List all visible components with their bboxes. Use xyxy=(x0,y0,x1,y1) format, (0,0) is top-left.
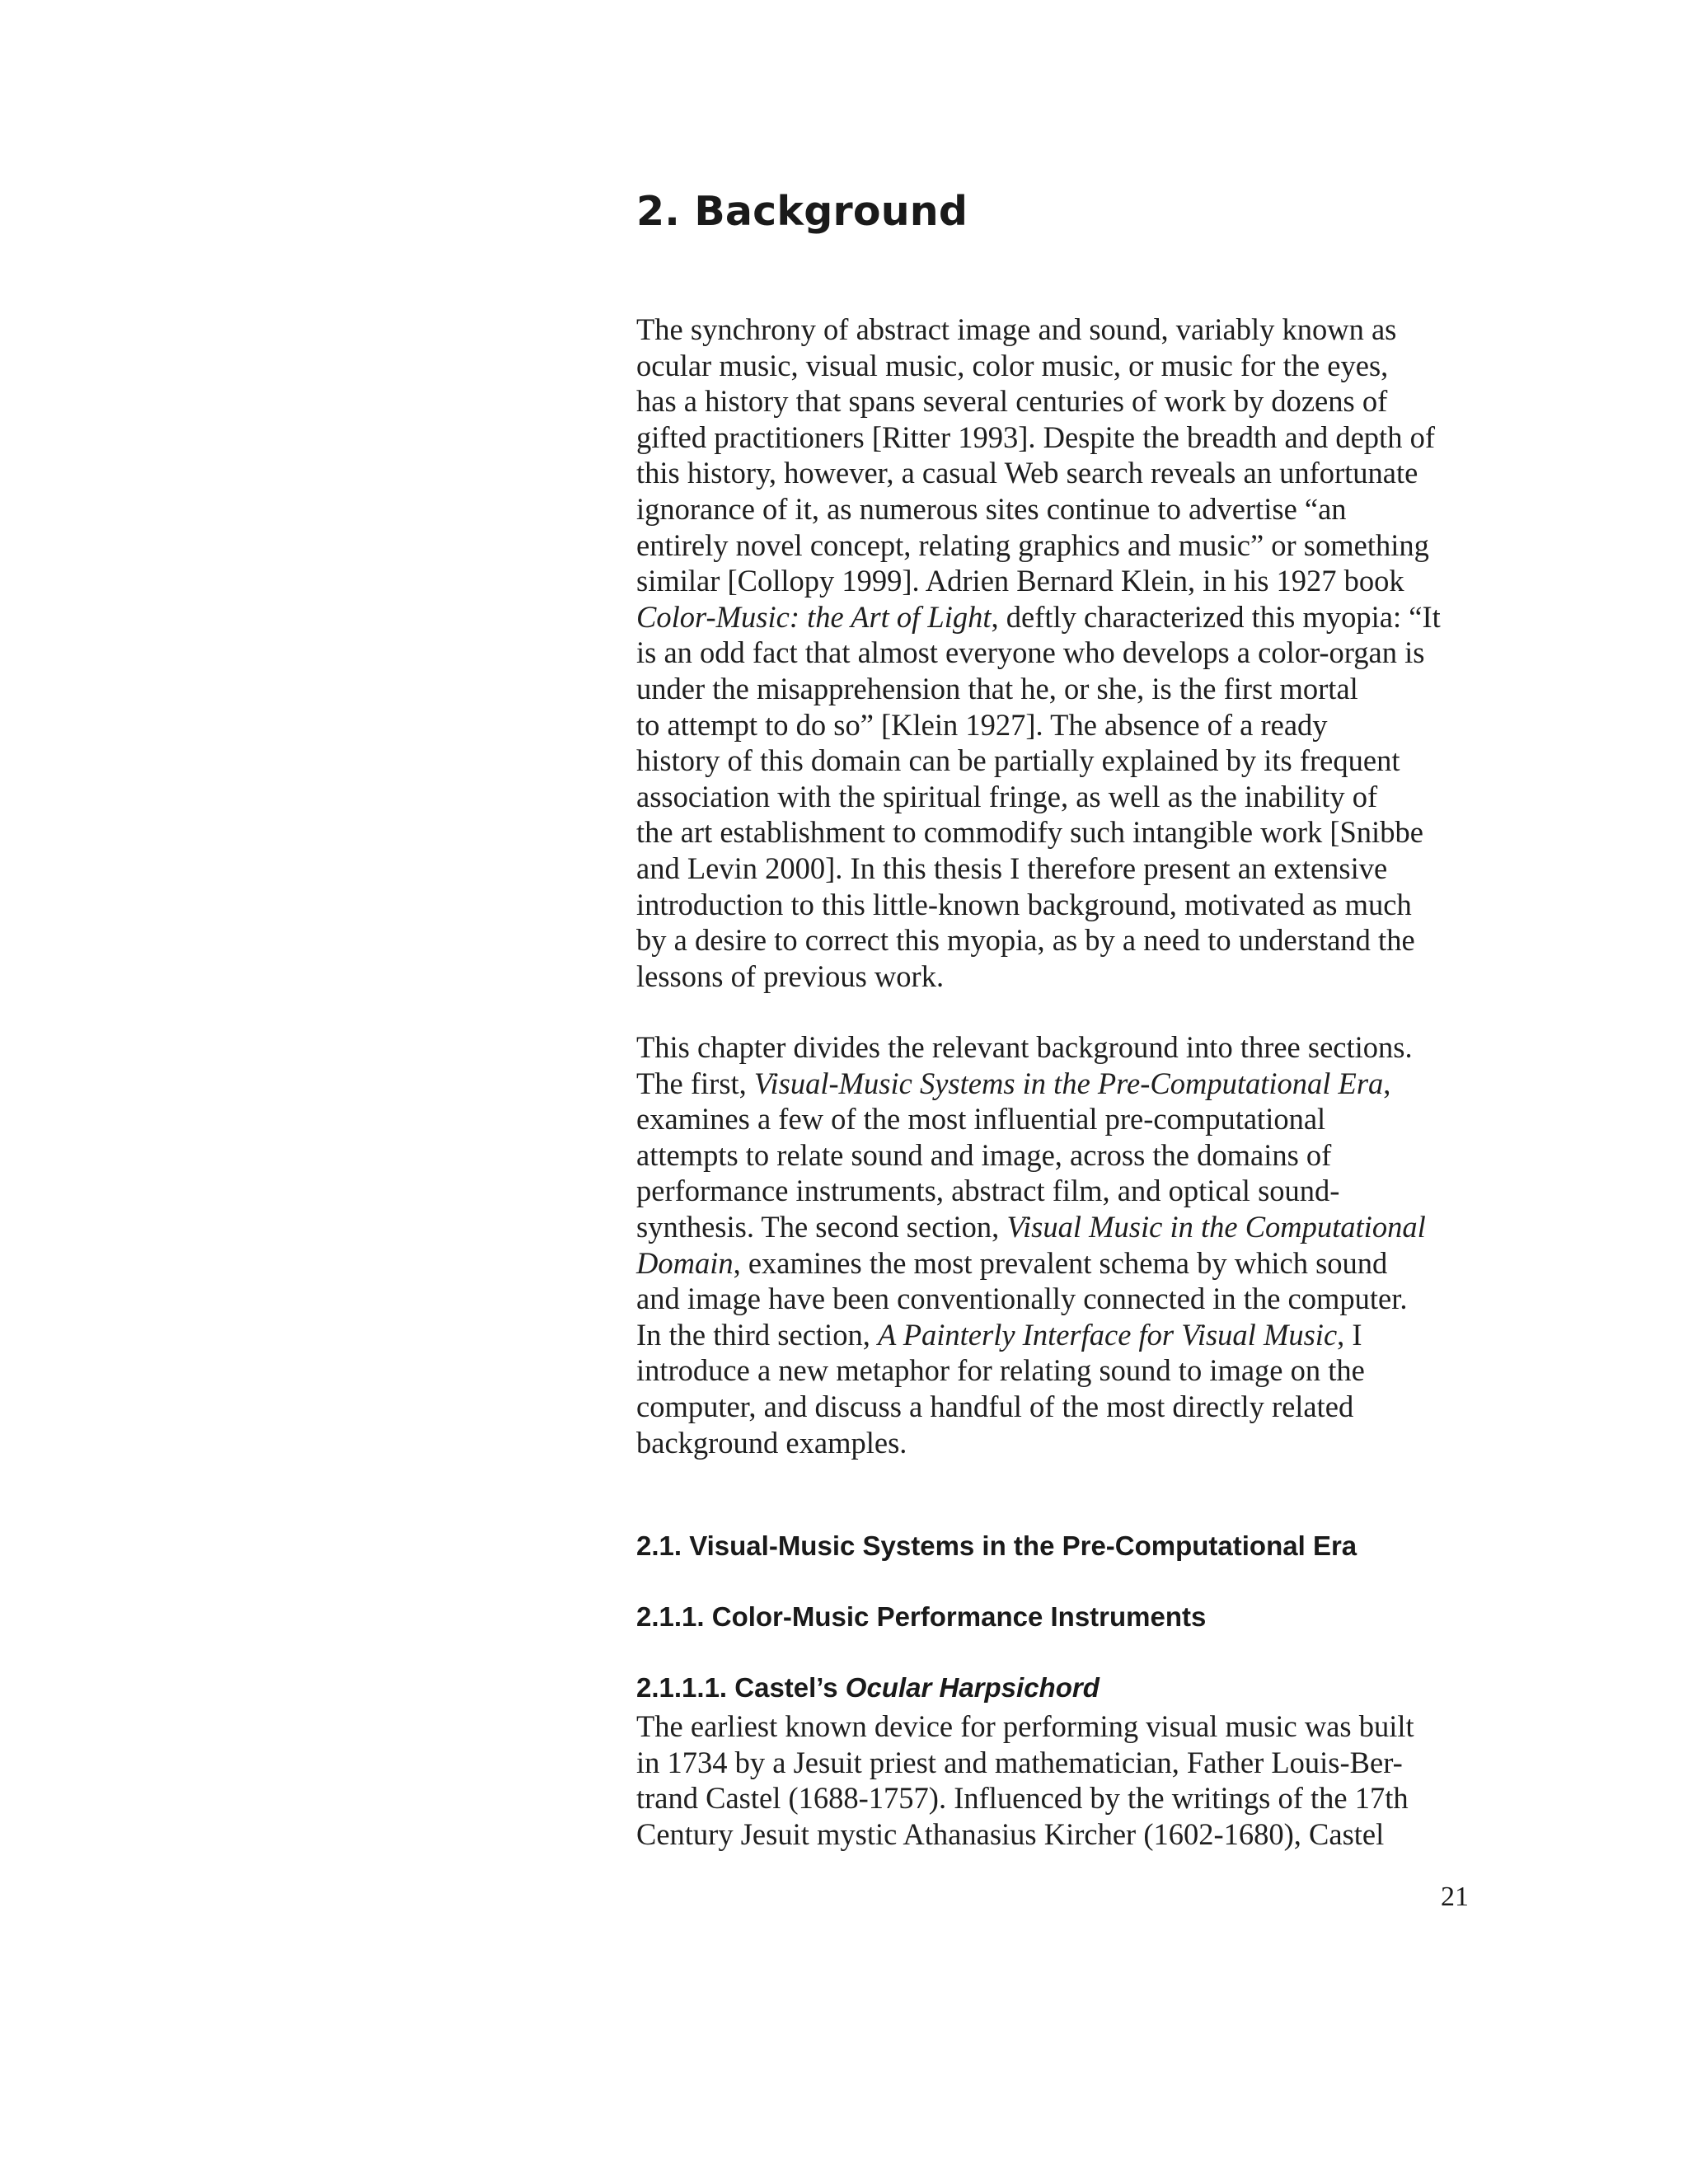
text-line xyxy=(636,348,1469,384)
chapter-title: 2. Background xyxy=(636,188,968,235)
text-line xyxy=(636,1745,1469,1781)
text-line xyxy=(636,1281,1469,1317)
text-span: and Levin 2000]. In this thesis I therefore present an extensive xyxy=(636,851,1388,885)
text-span: gifted practitioners [Ritter 1993]. Despite the breadth and depth of xyxy=(636,419,1435,454)
text-span: background examples. xyxy=(636,1425,907,1460)
heading-italic-title: Ocular Harpsichord xyxy=(845,1672,1100,1703)
text-line xyxy=(636,851,1469,887)
text-line xyxy=(636,1708,1469,1745)
text-span: entirely novel concept, relating graphics and music” or something xyxy=(636,527,1429,562)
text-span: , I xyxy=(1337,1317,1362,1352)
text-span: ocular music, visual music, color music, or music for the eyes, xyxy=(636,348,1389,382)
section-heading-2-1-1: 2.1.1. Color-Music Performance Instruments xyxy=(636,1601,1207,1632)
text-line xyxy=(636,1352,1469,1389)
text-line xyxy=(636,312,1469,348)
text-line xyxy=(636,671,1469,707)
text-line xyxy=(636,743,1469,779)
text-line xyxy=(636,814,1469,851)
text-line xyxy=(636,1209,1469,1245)
text-span: computer, and discuss a handful of the most directly related xyxy=(636,1389,1354,1423)
text-span: similar [Collopy 1999]. Adrien Bernard Klein, in his 1927 book xyxy=(636,564,1404,598)
text-line xyxy=(636,779,1469,815)
text-span: trand Castel (1688-1757). Influenced by the writings of the 17th xyxy=(636,1781,1409,1816)
text-span: lessons of previous work. xyxy=(636,958,945,993)
text-span: performance instruments, abstract film, and optical sound- xyxy=(636,1174,1340,1208)
text-line xyxy=(636,1066,1469,1102)
text-line xyxy=(636,491,1469,527)
text-span: has a history that spans several centuries of work by dozens of xyxy=(636,384,1388,419)
heading-prefix: 2.1.1.1. Castel’s xyxy=(636,1672,846,1703)
text-line xyxy=(636,635,1469,671)
text-line xyxy=(636,1425,1469,1461)
text-span: This chapter divides the relevant background into three sections. xyxy=(636,1030,1413,1064)
text-span: attempts to relate sound and image, across the domains of xyxy=(636,1137,1332,1172)
italic-title-span: Domain xyxy=(636,1245,734,1280)
text-span: The earliest known device for performing visual music was built xyxy=(636,1709,1414,1743)
text-line xyxy=(636,1816,1469,1853)
text-line xyxy=(636,707,1469,743)
text-span: the art establishment to commodify such intangible work [Snibbe xyxy=(636,815,1423,850)
text-span: history of this domain can be partially explained by its frequent xyxy=(636,743,1400,778)
text-span: introduce a new metaphor for relating sound to image on the xyxy=(636,1353,1365,1388)
text-line xyxy=(636,922,1469,958)
text-line xyxy=(636,383,1469,419)
text-line xyxy=(636,1101,1469,1137)
paragraph-intro xyxy=(636,312,1469,994)
paragraph-chapter-overview xyxy=(636,1029,1469,1460)
text-span: under the misapprehension that he, or she, is the first mortal xyxy=(636,671,1358,705)
text-line xyxy=(636,1780,1469,1816)
section-heading-2-1-1-1 xyxy=(636,1672,1100,1704)
text-line xyxy=(636,1029,1469,1066)
text-line xyxy=(636,887,1469,923)
text-line xyxy=(636,1389,1469,1425)
text-span: The synchrony of abstract image and sound, variably known as xyxy=(636,312,1397,346)
text-line xyxy=(636,419,1469,456)
text-line xyxy=(636,599,1469,635)
text-span: The first, xyxy=(636,1066,754,1100)
text-span: by a desire to correct this myopia, as by a need to understand the xyxy=(636,923,1415,958)
italic-title-span: Color-Music: the Art of Light xyxy=(636,599,992,634)
text-line xyxy=(636,1317,1469,1353)
text-line xyxy=(636,455,1469,491)
section-heading-2-1: 2.1. Visual-Music Systems in the Pre-Computational Era xyxy=(636,1530,1357,1561)
text-span: in 1734 by a Jesuit priest and mathematician, Father Louis-Ber- xyxy=(636,1745,1403,1779)
text-line xyxy=(636,1137,1469,1174)
text-span: synthesis. The second section, xyxy=(636,1209,1007,1244)
text-span: and image have been conventionally connected in the computer. xyxy=(636,1282,1408,1316)
text-span: ignorance of it, as numerous sites continue to advertise “an xyxy=(636,491,1347,526)
text-line xyxy=(636,527,1469,564)
italic-title-span: Visual-Music Systems in the Pre-Computational Era xyxy=(753,1066,1384,1100)
text-span: to attempt to do so” [Klein 1927]. The absence of a ready xyxy=(636,707,1328,742)
page-number: 21 xyxy=(1441,1882,1469,1912)
text-span: introduction to this little-known background, motivated as much xyxy=(636,887,1412,921)
italic-title-span: Visual Music in the Computational xyxy=(1006,1209,1426,1244)
text-span: In the third section, xyxy=(636,1317,878,1352)
paragraph-castel xyxy=(636,1708,1469,1852)
text-span: , xyxy=(1383,1066,1391,1100)
text-line xyxy=(636,563,1469,599)
text-line xyxy=(636,958,1469,995)
text-line xyxy=(636,1173,1469,1209)
text-span: association with the spiritual fringe, as well as the inability of xyxy=(636,779,1378,813)
italic-title-span: A Painterly Interface for Visual Music xyxy=(877,1317,1338,1352)
text-span: , deftly characterized this myopia: “It xyxy=(991,599,1441,634)
text-span: this history, however, a casual Web search reveals an unfortunate xyxy=(636,456,1418,490)
text-span: is an odd fact that almost everyone who develops a color-organ is xyxy=(636,635,1425,670)
text-line xyxy=(636,1245,1469,1282)
text-span: examines a few of the most influential pre-computational xyxy=(636,1102,1326,1137)
text-span: , examines the most prevalent schema by which sound xyxy=(733,1245,1388,1280)
text-span: Century Jesuit mystic Athanasius Kircher (1602-1680), Castel xyxy=(636,1816,1385,1851)
